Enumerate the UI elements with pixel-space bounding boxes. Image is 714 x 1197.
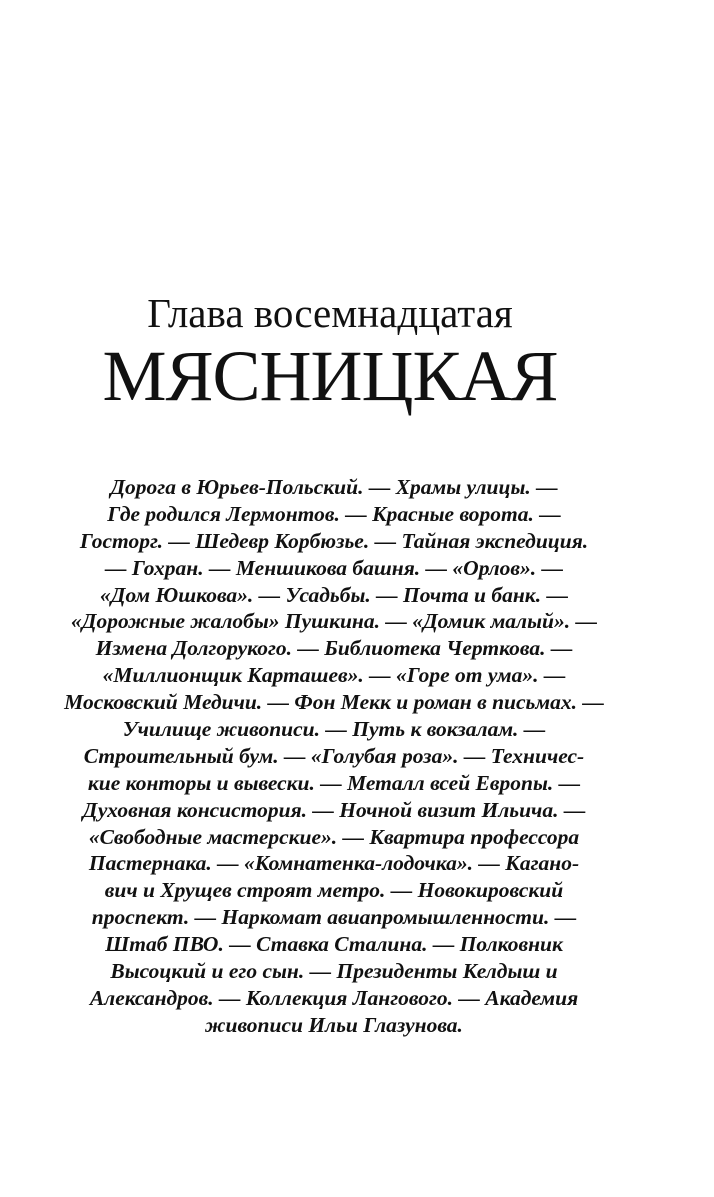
- contents-line: Духовная консистория. — Ночной визит Ильича. —: [82, 797, 586, 822]
- contents-line: Московский Медичи. — Фон Мекк и роман в письмах. —: [64, 690, 604, 715]
- contents-line: «Свободные мастерские». — Квартира профессора: [88, 824, 580, 849]
- contents-line: кие конторы и вывески. — Металл всей Европы. —: [87, 770, 581, 795]
- contents-line: Дорога в Юрьев-Польский. — Храмы улицы. —: [110, 475, 558, 499]
- contents-line: — Гохран. — Меншикова башня. — «Орлов». —: [104, 555, 564, 580]
- contents-line: вич и Хрущев строят метро. — Новокировский: [104, 878, 564, 903]
- contents-line: «Дорожные жалобы» Пушкина. — «Домик малый». —: [71, 609, 597, 634]
- chapter-number-label: Глава восемнадцатая: [147, 290, 513, 336]
- contents-line: Училище живописи. — Путь к вокзалам. —: [122, 717, 546, 742]
- contents-line: Где родился Лермонтов. — Красные ворота. —: [107, 501, 561, 526]
- contents-line: «Миллионщик Карташев». — «Горе от ума». —: [102, 663, 566, 688]
- contents-line: Госторг. — Шедевр Корбюзье. — Тайная экспедиция.: [79, 528, 589, 553]
- contents-line: Высоцкий и его сын. — Президенты Келдыш и: [110, 959, 558, 984]
- contents-line: Александров. — Коллекция Лангового. — Академия: [89, 985, 579, 1010]
- contents-line: Пастернака. — «Комнатенка-лодочка». — Кагано-: [88, 851, 580, 876]
- contents-line: Штаб ПВО. — Ставка Сталина. — Полковник: [105, 932, 563, 957]
- contents-line: живописи Ильи Глазунова.: [205, 1012, 463, 1037]
- chapter-contents-summary: [40, 474, 628, 1039]
- contents-line: Измена Долгорукого. — Библиотека Черткова. —: [95, 636, 573, 661]
- contents-line: «Дом Юшкова». — Усадьбы. — Почта и банк. —: [100, 582, 568, 607]
- contents-line: проспект. — Наркомат авиапромышленности. —: [91, 905, 577, 930]
- chapter-title: МЯСНИЦКАЯ: [102, 336, 558, 416]
- contents-line: Строительный бум. — «Голубая роза». — Техничес-: [83, 743, 585, 768]
